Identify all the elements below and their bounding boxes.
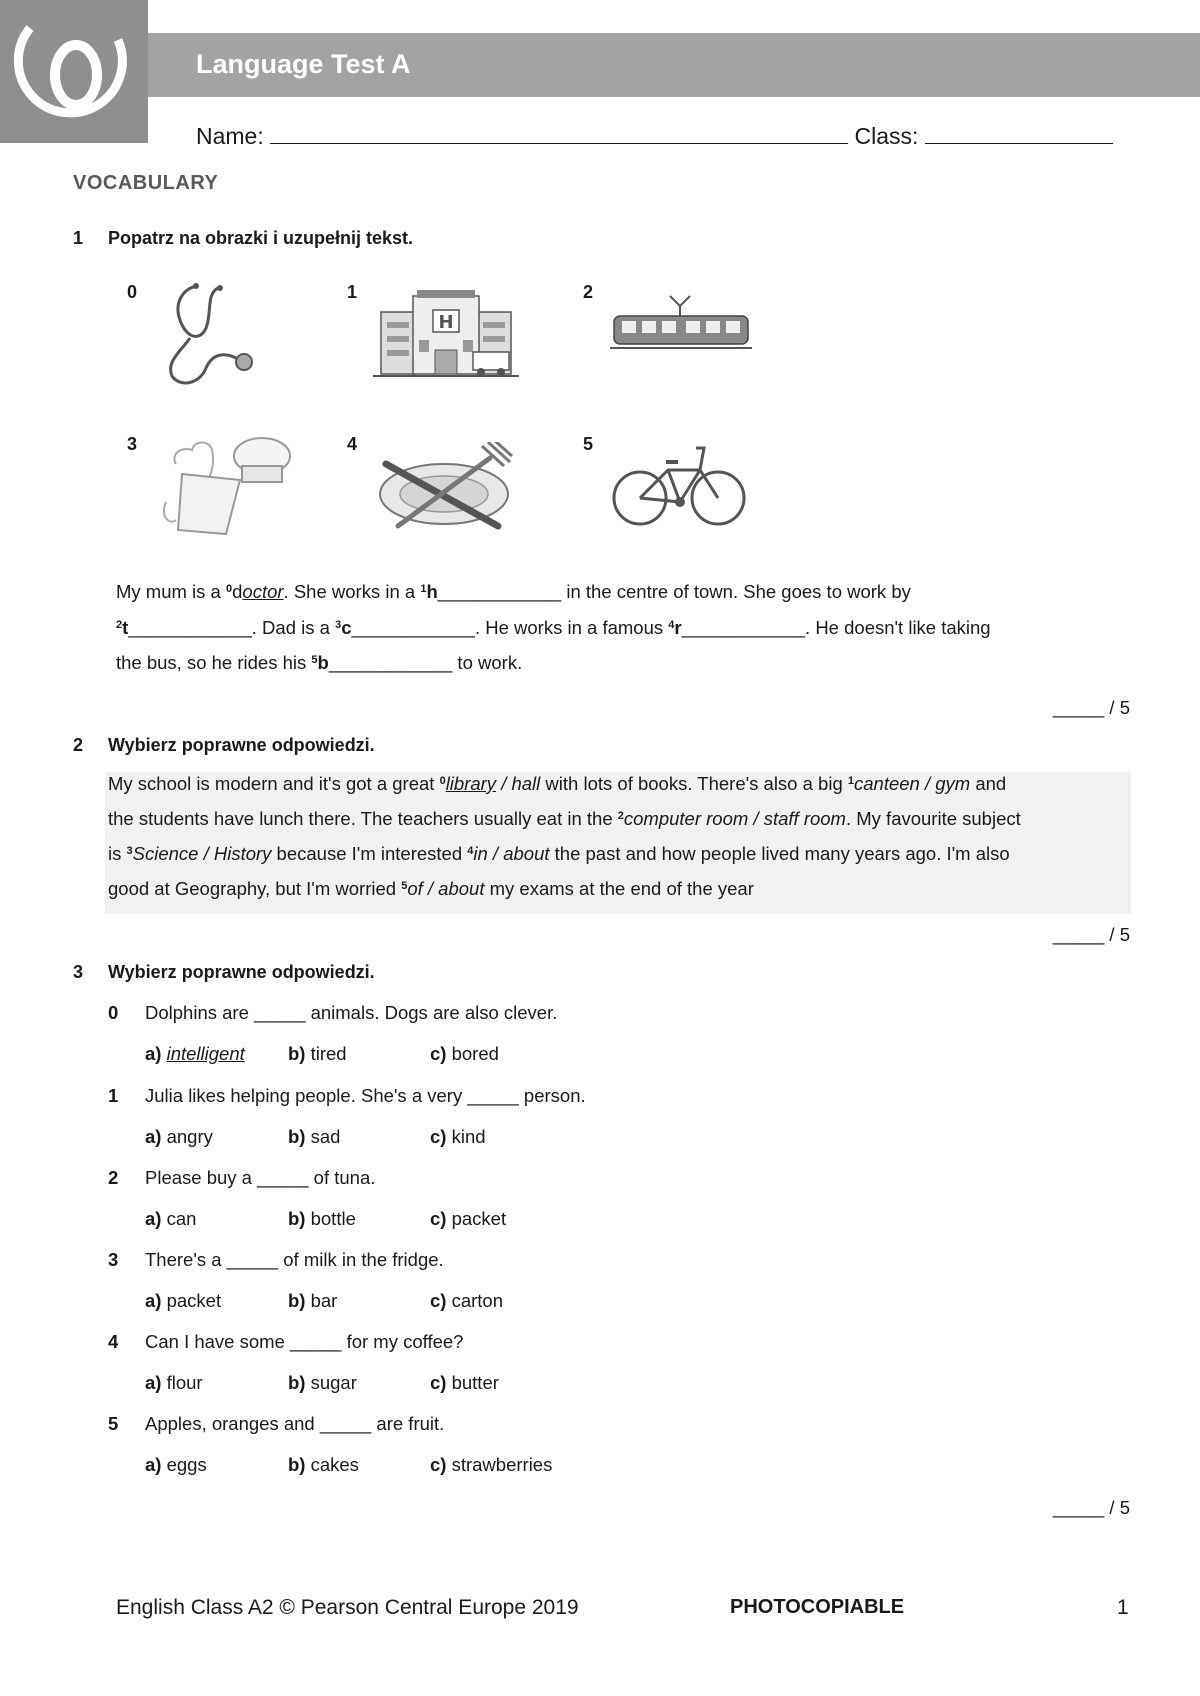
question-number: 1 [108,1085,119,1106]
text-segment: with lots of books. There's also a big [540,773,848,794]
exercise1-text-line2 [116,617,991,639]
picture-number: 2 [583,282,594,302]
option-text: eggs [166,1454,207,1475]
option-c[interactable] [430,1208,506,1230]
chef-apron-hat-icon [156,434,296,540]
option-c[interactable] [430,1290,503,1312]
example-answer-letter: d [232,581,243,602]
question-text: Julia likes helping people. She's a very _____ person. [145,1085,586,1106]
option-text: packet [166,1290,222,1311]
picture-number: 5 [583,434,594,454]
text-segment: . My favourite subject [845,808,1021,829]
option-label: a) [145,1454,162,1475]
plate-knife-fork-icon [378,442,514,532]
gap-number: 5 [401,880,408,892]
page-title: Language Test A [196,49,411,79]
option-a[interactable] [145,1290,221,1312]
page-number: 1 [1117,1596,1129,1619]
option-label: b) [288,1043,306,1064]
text-segment: good at Geography, but I'm worried [108,878,402,899]
option-c[interactable] [430,1126,486,1148]
gap-blank[interactable]: ____________ [681,617,806,638]
text-segment: My school is modern and it's got a great [108,773,440,794]
picture-number: 3 [127,434,138,454]
option-label: b) [288,1126,306,1147]
text-segment: is [108,843,127,864]
option-label: a) [145,1372,162,1393]
class-label: Class: [854,123,919,149]
option-b[interactable] [288,1290,337,1312]
footer-copyright: English Class A2 © Pearson Central Europe 2019 [116,1596,579,1619]
text-segment: my exams at the end of the year [484,878,754,899]
option-text: bar [310,1290,338,1311]
picture-number: 1 [347,282,358,302]
text-segment: . She works in a [283,581,421,602]
example-answer: octor [242,581,284,602]
logo-badge [0,0,148,143]
option-label: c) [430,1043,447,1064]
option-label: a) [145,1126,162,1147]
option-text: bottle [310,1208,356,1229]
option-c[interactable] [430,1372,499,1394]
option-b[interactable] [288,1372,357,1394]
option-text: cakes [310,1454,359,1475]
gap-number: 1 [420,583,427,595]
question-text: There's a _____ of milk in the fridge. [145,1249,444,1270]
number-zero-badge-icon [0,0,148,143]
option-pair[interactable]: Science / History [132,843,272,864]
text-segment: the students have lunch there. The teachers usually eat in the [108,808,618,829]
exercise-instruction: Wybierz poprawne odpowiedzi. [108,735,375,755]
option-text: sugar [310,1372,357,1393]
score-box[interactable]: _____ / 5 [1052,924,1130,945]
option-label: b) [288,1208,306,1229]
gap-number: 2 [116,619,123,631]
exercise2-text-line2 [108,808,1021,830]
text-segment: because I'm interested [271,843,468,864]
exercise1-text-line3 [116,652,522,674]
text-segment: to work. [452,652,523,673]
bicycle-icon [610,440,750,530]
stethoscope-icon [160,280,260,390]
option-text: intelligent [166,1043,245,1064]
question-text: Dolphins are _____ animals. Dogs are also clever. [145,1002,558,1023]
option-a[interactable] [145,1043,245,1065]
option-a[interactable] [145,1454,207,1476]
option-b[interactable] [288,1454,359,1476]
option-a[interactable] [145,1126,213,1148]
gap-number: 4 [467,845,474,857]
question-text: Apples, oranges and _____ are fruit. [145,1413,445,1434]
gap-number: 3 [335,619,342,631]
text-segment: in the centre of town. She goes to work by [561,581,911,602]
option-text: can [166,1208,197,1229]
question-text: Can I have some _____ for my coffee? [145,1331,464,1352]
option-text: strawberries [451,1454,553,1475]
exercise-instruction: Popatrz na obrazki i uzupełnij tekst. [108,228,414,248]
gap-number: 0 [439,775,446,787]
question-number: 3 [108,1249,119,1270]
text-segment: . He doesn't like taking [805,617,991,638]
section-heading: VOCABULARY [73,172,219,194]
gap-number: 5 [311,654,318,666]
text-segment: and [970,773,1007,794]
exercise-number: 2 [73,735,84,755]
option-label: c) [430,1126,447,1147]
option-label: c) [430,1372,447,1393]
name-class-line [196,121,1113,150]
option-text: kind [451,1126,486,1147]
option-text: tired [310,1043,347,1064]
exercise1-text-line1 [116,581,911,603]
text-segment: . Dad is a [251,617,336,638]
option-b[interactable] [288,1126,340,1148]
question-number: 4 [108,1331,119,1352]
option-b[interactable] [288,1043,347,1065]
gap-first-letter: b [317,652,329,673]
option-label: c) [430,1290,447,1311]
tram-icon [610,294,752,356]
exercise2-text-line4 [108,878,754,900]
text-segment: . He works in a famous [474,617,669,638]
picture-number: 4 [347,434,358,454]
hospital-icon [373,290,519,380]
question-number: 5 [108,1413,119,1434]
option-pair[interactable]: of / about [407,878,485,899]
footer-photocopiable: PHOTOCOPIABLE [730,1596,905,1618]
option-text: butter [451,1372,499,1393]
option-label: b) [288,1454,306,1475]
option-c[interactable] [430,1454,552,1476]
text-segment: My mum is a [116,581,226,602]
option-text: bored [451,1043,499,1064]
exercise-number: 3 [73,962,84,982]
option-label: a) [145,1290,162,1311]
gap-blank[interactable]: ____________ [351,617,475,638]
option-text: flour [166,1372,203,1393]
option-pair[interactable]: in / about [473,843,550,864]
option-text: sad [310,1126,341,1147]
option-a[interactable] [145,1372,203,1394]
gap-first-letter: r [674,617,682,638]
option-separator: / [496,773,512,794]
option-pair[interactable]: canteen / gym [854,773,971,794]
name-field[interactable] [270,121,848,144]
exercise-instruction: Wybierz poprawne odpowiedzi. [108,962,375,982]
score-box[interactable]: _____ / 5 [1052,1497,1130,1518]
gap-blank[interactable]: ____________ [437,581,562,602]
exercise-number: 1 [73,228,84,248]
option-label: c) [430,1208,447,1229]
gap-number: 1 [847,775,854,787]
option[interactable]: hall [511,773,541,794]
text-segment: the bus, so he rides his [116,652,312,673]
option-text: angry [166,1126,213,1147]
option-label: b) [288,1290,306,1311]
option-text: carton [451,1290,504,1311]
gap-number: 2 [617,810,624,822]
gap-first-letter: t [122,617,129,638]
name-label: Name: [196,123,264,149]
gap-number: 4 [668,619,675,631]
option-c[interactable] [430,1043,499,1065]
option-label: a) [145,1043,162,1064]
option-label: c) [430,1454,447,1475]
option-label: b) [288,1372,306,1393]
question-number: 2 [108,1167,119,1188]
gap-first-letter: c [341,617,352,638]
option-b[interactable] [288,1208,356,1230]
exercise2-text-line1 [108,773,1006,795]
option-text: packet [451,1208,507,1229]
picture-number: 0 [127,282,138,302]
exercise2-text-line3 [108,843,1010,865]
question-text: Please buy a _____ of tuna. [145,1167,376,1188]
option-pair[interactable]: computer room / staff room [623,808,846,829]
question-number: 0 [108,1002,119,1023]
gap-first-letter: h [426,581,438,602]
text-segment: the past and how people lived many years ago. I'm also [549,843,1010,864]
gap-number: 0 [225,583,233,595]
option-label: a) [145,1208,162,1229]
gap-number: 3 [126,845,133,857]
option-a[interactable] [145,1208,196,1230]
gap-blank[interactable]: ____________ [328,652,453,673]
class-field[interactable] [925,121,1113,144]
example-answer: library [445,773,497,794]
score-box[interactable]: _____ / 5 [1052,697,1130,718]
gap-blank[interactable]: ____________ [128,617,252,638]
svg-text:H: H [438,312,454,333]
